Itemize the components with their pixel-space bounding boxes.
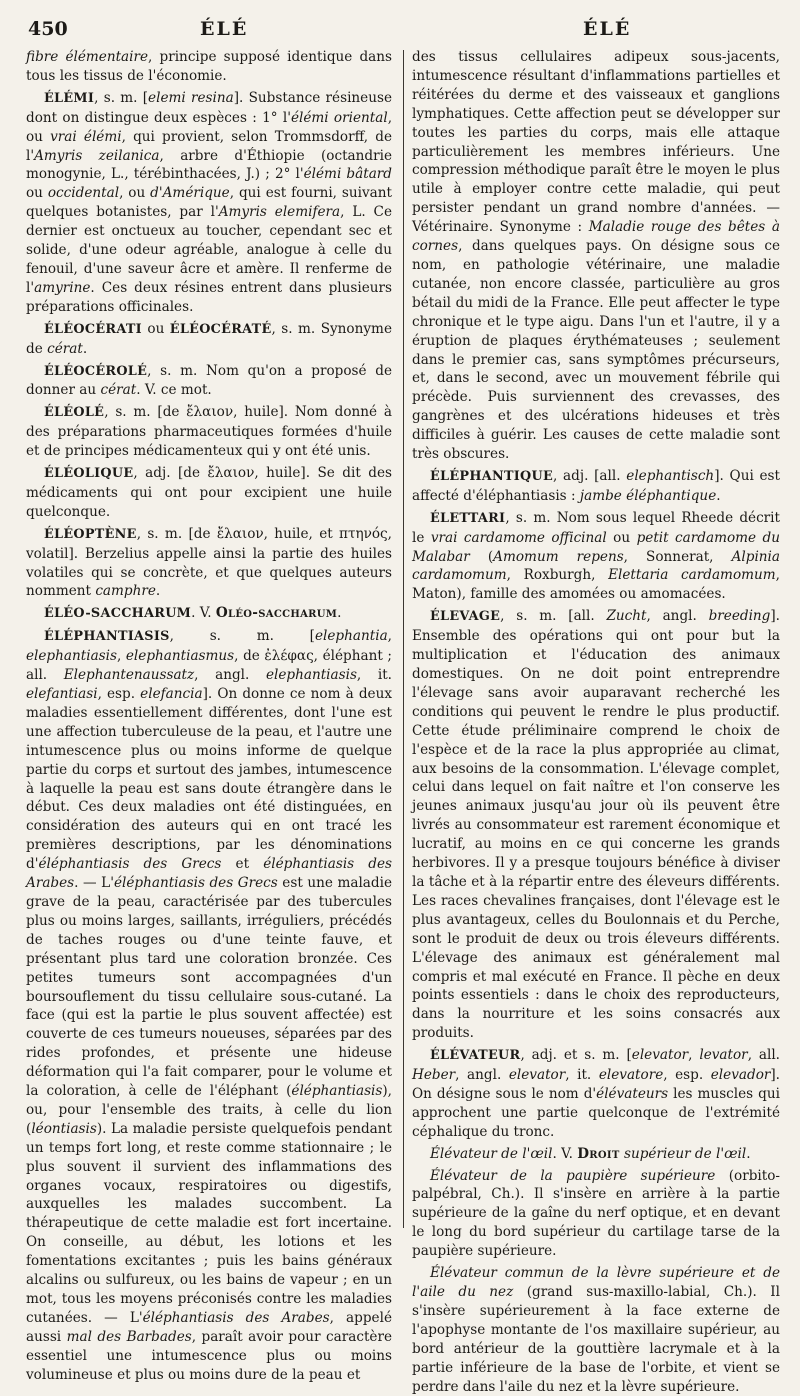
dictionary-entry bbox=[412, 1046, 780, 1142]
dictionary-entry bbox=[412, 467, 780, 506]
italic-term: éléphantiasis des Arabes bbox=[26, 856, 393, 892]
italic-term: léontiasis bbox=[31, 1120, 97, 1137]
entry-text: . bbox=[337, 605, 342, 622]
italic-term: elephantiasis bbox=[265, 667, 357, 684]
entry-text: des tissus cellulaires adipeux sous-jacents, intumescence résultant d'inflammations partielles et réitérées du derme et des vaisseaux et ganglions lymphatiques. Cette affection peut se développer sur toutes les parties du corps, mais elle attaque particulièrement les membres inférieurs. Une compression méthodique paraît être le moyen le plus utile à employer contre cette maladie, qui peut persister pendant un grand nombre d'années. — Vétérinaire. Synonyme : bbox=[412, 49, 780, 236]
italic-term: breeding bbox=[708, 608, 771, 625]
entry-text: , paraît avoir pour caractère essentiel une intumescence plus ou moins volumineuse et plus ou moins dure de la peau et bbox=[26, 1328, 392, 1383]
italic-term: occidental bbox=[47, 185, 120, 202]
entry-text: , s. m. Nom sous lequel Rheede décrit le bbox=[412, 509, 780, 546]
italic-term: elephantiasis bbox=[26, 648, 117, 665]
entry-text: ]. On donne ce nom à deux maladies essentiellement différentes, dont l'une est une affection tuberculeuse de la peau, et l'autre une intumescence plus ou moins informe de quelque partie du corps et surtout des jambes, intumescence à laquelle la peau est sans doute étrangère dans le début. Ces deux maladies ont été distinguées, en considération des auteurs qui en ont tracé les premières descriptions, par les dénominations d' bbox=[26, 686, 392, 873]
entry-text: . V. ce mot. bbox=[136, 382, 212, 399]
entry-text: , appelé aussi bbox=[26, 1309, 392, 1345]
entry-text: , Sonnerat, bbox=[623, 548, 732, 565]
italic-term: Heber bbox=[412, 1067, 456, 1084]
italic-term: elefantiasi bbox=[26, 686, 98, 702]
dictionary-entry bbox=[26, 362, 392, 401]
italic-term: elevador bbox=[710, 1067, 771, 1084]
italic-term: vrai cardamome officinal bbox=[430, 529, 607, 546]
italic-term: Élévateur de l'œil bbox=[430, 1145, 553, 1162]
italic-term: elevator bbox=[631, 1047, 689, 1064]
entry-text: ]. Ensemble des opérations qui ont pour but la multiplication et l'éducation des animaux domestiques. On ne doit point entreprendre l'élevage sans avoir auparavant recherché les conditions qui peuvent le rendre le plus productif. Cette étude préliminaire comprend le choix de l'espèce et de la race la plus appropriée au climat, aux besoins de la consommation. L'élevage complet, celui dans lequel on fait naître et l'on conserve les jeunes animaux jusqu'au jour où ils peuvent être livrés au consommateur est rarement économique et lucratif, au moins en ce qui concerne les grands herbivores. Il y a presque toujours bénéfice à diviser la tâche et à la répartir entre des éleveurs différents. Les races chevalines françaises, dont l'élevage est le plus avantageux, celles du Boulonnais et du Perche, sont le produit de deux ou trois éleveurs différents. L'élevage des animaux est généralement mal compris et mal exécuté en France. Il pèche en deux points essentiels : dans le choix des reproducteurs, dans la nourriture et les soins consacrés aux produits. bbox=[412, 608, 780, 1042]
entry-text: . V. bbox=[191, 605, 216, 622]
entry-text: , L. Ce dernier est onctueux au toucher, cependant sec et solide, d'une odeur agréable, analogue à celle du fenouil, d'une saveur âcre et amère. Il renferme de l' bbox=[26, 204, 393, 296]
running-head-left: ÉLÉ bbox=[200, 18, 249, 40]
entry-text: . bbox=[82, 340, 88, 357]
entry-text: , dans quelques pays. On désigne sous ce nom, en pathologie vétérinaire, une maladie cutanée, non encore classée, particulière au gros bétail du midi de la France. Elle peut affecter le type chronique et le type aigu. Dans l'un et l'autre, il y a éruption de plaques érythémateuses ; seulement dans le premier cas, sans symptômes précurseurs, et, dans le second, avec un mouvement fébrile qui précède. Puis surviennent des crevasses, des gangrènes et des ulcérations hideuses et très difficiles à guérir. Les causes de cette maladie sont très obscures. bbox=[412, 238, 780, 463]
italic-term: petit cardamome du Malabar bbox=[412, 529, 780, 565]
entry-text: , bbox=[688, 1047, 700, 1064]
dictionary-entry bbox=[26, 403, 392, 461]
entry-text: , s. m. [ bbox=[94, 89, 149, 106]
dictionary-entry bbox=[26, 525, 392, 602]
entry-text: . bbox=[716, 487, 721, 504]
entry-text: ou bbox=[141, 320, 170, 337]
entry-text: , Roxburgh, bbox=[506, 567, 609, 584]
entry-text: , bbox=[387, 628, 392, 645]
dictionary-entry bbox=[412, 1264, 780, 1396]
entry-text: , adj. [all. bbox=[553, 467, 627, 484]
entry-text: , Maton), famille des amomées ou amomacées. bbox=[412, 567, 780, 603]
entry-text: , de ἐλέφας, éléphant ; all. bbox=[26, 648, 392, 684]
entry-text: , s. m. [de ἔλαιον, huile]. Nom donné à des préparations pharmaceutiques formées d'huile et de principes médicamenteux qui y ont été unis. bbox=[26, 404, 392, 460]
entry-text: , ou bbox=[26, 109, 393, 145]
entry-text: , adj. [de ἔλαιον, huile]. Se dit des médicaments qui ont pour excipient une huile quelconque. bbox=[26, 465, 392, 520]
entry-text: ]. Qui est affecté d'éléphantiasis : bbox=[412, 467, 781, 504]
italic-term: Amyris zeilanica bbox=[34, 147, 160, 164]
cross-reference: Oléo-saccharum bbox=[215, 605, 338, 622]
italic-term: mal des Barbades bbox=[66, 1328, 192, 1345]
right-column bbox=[412, 48, 781, 1395]
entry-text: , angl. bbox=[455, 1067, 509, 1084]
italic-term: élémi oriental bbox=[290, 109, 388, 126]
italic-term: Maladie rouge des bêtes à cornes bbox=[412, 219, 780, 255]
entry-text: , s. m. [ bbox=[169, 628, 315, 645]
entry-text: , esp. bbox=[97, 686, 141, 702]
entry-text: . Ces deux résines entrent dans plusieurs préparations officinales. bbox=[26, 279, 392, 315]
italic-term: elemi resina bbox=[148, 89, 234, 106]
entry-text: ( bbox=[469, 548, 494, 565]
entry-text: , s. m. [de ἔλαιον, huile, et πτηνός, volatil]. Berzelius appelle ainsi la partie des huiles volatiles qui se concrète, et que quelques auteurs nomment bbox=[26, 525, 392, 600]
entry-text: ). La maladie persiste quelquefois pendant un temps fort long, et reste comme stationnaire ; le plus souvent il survient des inflammations des organes vocaux, respiratoires ou digestifs, auxquelles les malades succombent. La thérapeutique de cette maladie est fort incertaine. On conseille, au début, les lotions et les fomentations excitantes ; puis les bains généraux alcalins ou sulfureux, ou les bains de vapeur ; en un mot, tous les moyens préconisés contre les maladies cutanées. — L' bbox=[26, 1120, 392, 1326]
entry-text: , qui provient, selon Trommsdorff, de l' bbox=[26, 128, 392, 164]
headword: ÉLÉOCÉRATÉ bbox=[169, 321, 272, 337]
page-number: 450 bbox=[28, 18, 68, 40]
dictionary-entry bbox=[26, 627, 392, 1384]
italic-term: Alpinia cardamomum bbox=[412, 548, 780, 584]
entry-text: . — L' bbox=[74, 875, 114, 892]
headword: ÉLÉPHANTIQUE bbox=[430, 468, 554, 484]
entry-text: , arbre d'Éthiopie (octandrie monogynie, L., térébinthacées, J.) ; 2° l' bbox=[26, 147, 392, 183]
italic-term: Zucht bbox=[606, 608, 647, 625]
italic-term: elefancia bbox=[140, 686, 203, 702]
headword: ÉLÉPHANTIASIS bbox=[44, 629, 170, 645]
headword: ÉLÉOLÉ bbox=[44, 405, 105, 421]
italic-term: vrai élémi bbox=[50, 128, 122, 145]
italic-term: Élévateur commun de la lèvre supérieure et de l'aile du nez bbox=[412, 1265, 780, 1300]
italic-term: éléphantiasis des Grecs bbox=[38, 856, 222, 873]
entry-text: , principe supposé identique dans tous les tissus de l'économie. bbox=[26, 49, 393, 84]
dictionary-entry bbox=[26, 48, 392, 86]
entry-text: ]. On désigne sous le nom d' bbox=[412, 1067, 780, 1102]
entry-text: , esp. bbox=[663, 1067, 711, 1084]
headword: ÉLÉOCÉRATI bbox=[44, 321, 142, 337]
headword: ÉLÉOCÉROLÉ bbox=[44, 363, 148, 379]
entry-text: . V. bbox=[552, 1145, 578, 1162]
entry-text: les muscles qui approchent une partie quelconque de l'extrémité céphalique du tronc. bbox=[412, 1085, 780, 1140]
headword: ÉLÉMI bbox=[44, 90, 95, 106]
cross-reference: Droit bbox=[577, 1145, 620, 1162]
headword: ÉLETTARI bbox=[430, 510, 506, 526]
italic-term: élémi bâtard bbox=[303, 166, 393, 183]
headword: ÉLEVAGE bbox=[430, 609, 501, 625]
entry-text: et bbox=[221, 856, 264, 873]
entry-text: . bbox=[155, 583, 161, 600]
entry-text: . bbox=[746, 1145, 751, 1162]
italic-term: éléphantiasis des Arabes bbox=[142, 1309, 330, 1326]
italic-term: elephantia bbox=[315, 628, 388, 645]
dictionary-entry bbox=[26, 464, 392, 522]
entry-text: , it. bbox=[565, 1067, 599, 1084]
entry-text: ]. Substance résineuse dont on distingue deux espèces : 1° l' bbox=[26, 89, 392, 126]
italic-term: supérieur de l'œil bbox=[623, 1145, 747, 1162]
entry-text: , adj. et s. m. [ bbox=[520, 1047, 632, 1064]
dictionary-entry bbox=[26, 320, 392, 359]
italic-term: d'Amérique bbox=[150, 185, 230, 202]
entry-text: ou bbox=[606, 529, 637, 546]
italic-term: Elettaria cardamomum bbox=[608, 567, 776, 584]
italic-term: Elephantenaussatz bbox=[63, 667, 195, 684]
headword: ÉLÉOLIQUE bbox=[44, 466, 134, 482]
italic-term: jambe éléphantique bbox=[579, 487, 717, 504]
italic-term: camphre bbox=[95, 583, 156, 600]
dictionary-entry bbox=[412, 1145, 780, 1164]
headword: ÉLÉOPTÈNE bbox=[44, 526, 137, 542]
entry-text: , it. bbox=[356, 667, 392, 684]
headword: ÉLÉO-SACCHARUM bbox=[44, 606, 192, 622]
italic-term: levator bbox=[699, 1047, 748, 1064]
italic-term: fibre élémentaire bbox=[26, 49, 149, 65]
dictionary-entry bbox=[26, 604, 392, 624]
entry-text: ou bbox=[26, 185, 48, 202]
dictionary-entry bbox=[412, 1167, 780, 1262]
italic-term: Amomum repens bbox=[493, 548, 624, 565]
headword: ÉLÉVATEUR bbox=[430, 1048, 521, 1064]
entry-text: , s. m. [all. bbox=[500, 608, 607, 625]
column-divider bbox=[403, 50, 404, 1228]
dictionary-entry bbox=[412, 607, 780, 1043]
entry-text: ), ou, pour l'ensemble des traits, à celle du lion ( bbox=[26, 1083, 392, 1137]
italic-term: amyrine bbox=[34, 279, 91, 296]
dictionary-entry bbox=[412, 509, 780, 605]
italic-term: cérat bbox=[100, 382, 137, 399]
entry-text: (orbito-palpébral, Ch.). Il s'insère en arrière à la partie supérieure de la gaîne du nerf optique, et en devant le long du bord supérieur du cartilage tarse de la paupière supérieure. bbox=[412, 1167, 780, 1260]
italic-term: cérat bbox=[47, 340, 83, 357]
italic-term: elephantiasmus bbox=[125, 648, 235, 665]
entry-text: (grand sus-maxillo-labial, Ch.). Il s'insère supérieurement à la face externe de l'apophyse montante de l'os maxillaire supérieur, au bord antérieur de la gouttière lacrymale et à la partie inférieure de la base de l'orbite, et vient se perdre dans l'aile du nez et la lèvre supérieure. bbox=[412, 1284, 780, 1395]
entry-text: , all. bbox=[747, 1047, 780, 1064]
page-header bbox=[28, 18, 772, 44]
entry-text: , s. m. Nom qu'on a proposé de donner au bbox=[26, 362, 392, 399]
italic-term: éléphantiasis bbox=[291, 1083, 383, 1100]
entry-text: est une maladie grave de la peau, caractérisée par des tubercules plus ou moins larges, saillants, irréguliers, précédés de taches rouges ou d'une teinte fauve, et présentant plus tard une coloration bronzée. Ces petites tumeurs sont accompagnées d'un boursouflement du tissu cellulaire sous-cutané. La face (qui est la partie le plus souvent affectée) est couverte de ces tumeurs noueuses, séparées par des rides profondes, et présente une hideuse déformation qui l'a fait comparer, pour le volume et la coloration, à celle de l'éléphant ( bbox=[26, 875, 392, 1100]
entry-text: , s. m. Synonyme de bbox=[26, 320, 392, 357]
italic-term: élévateurs bbox=[596, 1085, 669, 1102]
entry-text: , angl. bbox=[194, 667, 266, 684]
italic-term: elevatore bbox=[598, 1067, 664, 1084]
dictionary-entry bbox=[26, 89, 392, 317]
entry-text: , ou bbox=[119, 185, 151, 202]
dictionary-entry bbox=[412, 48, 780, 464]
entry-text: , angl. bbox=[646, 608, 709, 625]
running-head-right: ÉLÉ bbox=[583, 18, 632, 40]
left-column bbox=[26, 48, 393, 1383]
italic-term: elephantisch bbox=[626, 467, 715, 484]
italic-term: Amyris elemifera bbox=[218, 204, 341, 221]
italic-term: elevator bbox=[508, 1067, 566, 1084]
italic-term: Élévateur de la paupière supérieure bbox=[430, 1167, 716, 1184]
entry-text: , qui est fourni, suivant quelques botanistes, par l' bbox=[26, 185, 392, 221]
italic-term: éléphantiasis des Grecs bbox=[113, 875, 278, 892]
entry-text: , bbox=[116, 648, 126, 665]
